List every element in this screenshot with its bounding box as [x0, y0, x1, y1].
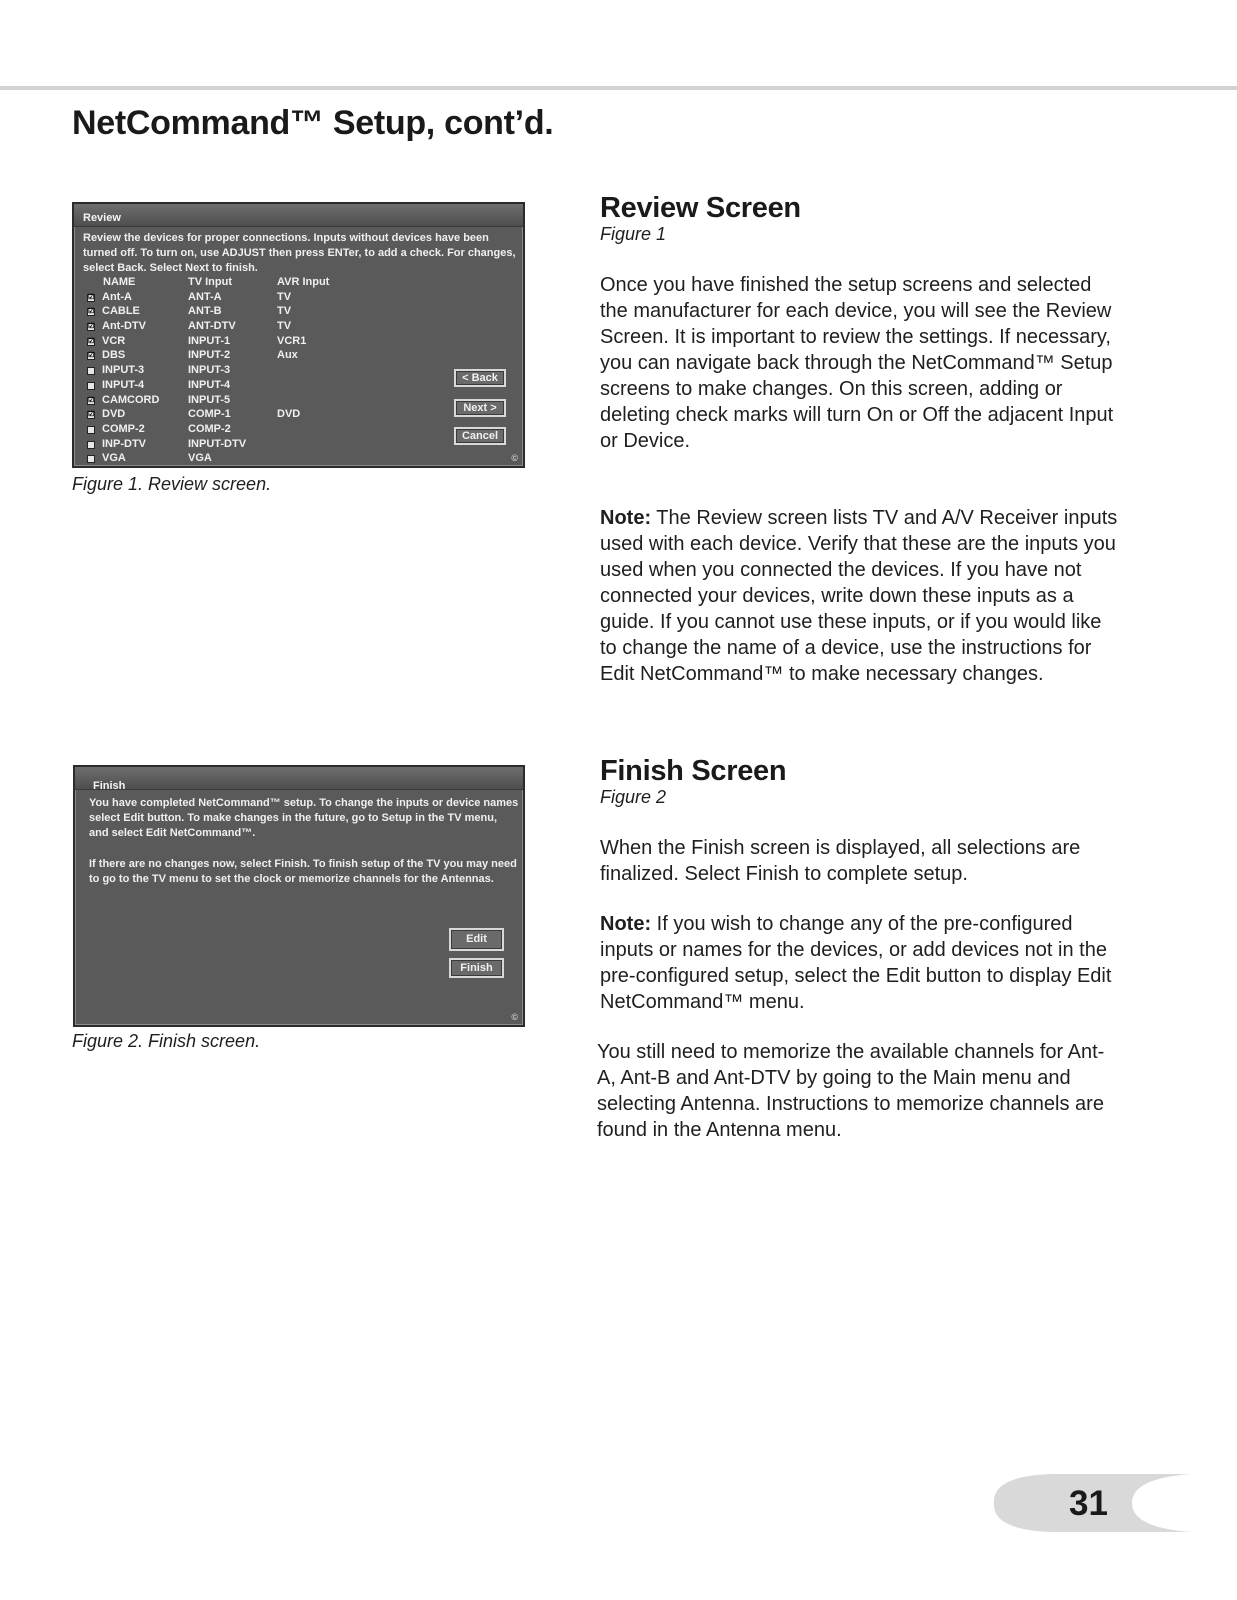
- avr-input: TV: [277, 290, 292, 303]
- screen-title: Review: [83, 212, 121, 224]
- finish-note: [600, 911, 1120, 1015]
- tv-input: ANT-DTV: [188, 320, 236, 333]
- finish-screen-figure: [73, 765, 525, 1027]
- tv-input: INPUT-3: [188, 364, 231, 377]
- device-name: INPUT-3: [102, 364, 145, 377]
- avr-input: Aux: [277, 349, 298, 362]
- review-instructions: Review the devices for proper connections. Inputs without devices have been turned off. To turn on, use ADJUST then press ENTer, to add a check. For changes, select Back. Select Next to finish.: [83, 232, 516, 274]
- review-screen-section: [600, 192, 1130, 685]
- figure-reference: Figure 1: [600, 224, 667, 244]
- memorize-channels-paragraph: You still need to memorize the available channels for Ant-A, Ant-B and Ant-DTV by going to the Main menu and selecting Antenna. Instructions to memorize channels are found in the Antenna menu.: [597, 1041, 1105, 1141]
- tv-input: ANT-A: [188, 290, 222, 303]
- screen-title-bar: [74, 204, 523, 227]
- avr-input: DVD: [277, 408, 301, 421]
- checkbox[interactable]: ☑: [88, 411, 95, 419]
- device-name: INPUT-4: [102, 378, 145, 391]
- device-name: INP-DTV: [102, 437, 146, 450]
- finish-paragraph: When the Finish screen is displayed, all selections are finalized. Select Finish to complete setup.: [600, 837, 1081, 885]
- page-title: NetCommand™ Setup, cont’d.: [72, 104, 554, 142]
- figure2-caption: Figure 2. Finish screen.: [72, 1031, 261, 1051]
- checkbox[interactable]: [87, 426, 95, 434]
- checkbox[interactable]: ☑: [88, 337, 95, 345]
- figure1-caption: Figure 1. Review screen.: [72, 474, 272, 494]
- tv-input: ANT-B: [188, 305, 222, 318]
- column-header-avr-input: AVR Input: [277, 276, 330, 288]
- avr-input: TV: [277, 305, 292, 318]
- column-header-name: NAME: [103, 276, 136, 288]
- tv-input: VGA: [188, 452, 212, 465]
- device-name: CABLE: [102, 305, 140, 318]
- tv-input: INPUT-DTV: [188, 437, 247, 450]
- column-header-tv-input: TV Input: [188, 276, 232, 288]
- checkbox[interactable]: [87, 441, 95, 449]
- device-name: DVD: [102, 408, 126, 421]
- device-name: COMP-2: [102, 422, 145, 435]
- note-text: If you wish to change any of the pre-configured inputs or names for the devices, or add devices not in the pre-configured setup, select the Edit button to display Edit NetCommand™ menu.: [600, 913, 1112, 1013]
- checkbox[interactable]: ☑: [88, 293, 95, 301]
- note-label: Note:: [600, 507, 652, 529]
- cancel-button[interactable]: Cancel: [454, 427, 506, 445]
- review-note: [600, 505, 1120, 687]
- edit-button[interactable]: Edit: [449, 928, 504, 951]
- review-paragraph: Once you have finished the setup screens and selected the manufacturer for each device, you will see the Review Screen. It is important to review the settings. If necessary, you can navigate back through the NetCommand™ Setup screens to make changes. On this screen, adding or deleting check marks will turn On or Off the adjacent Input or Device.: [600, 274, 1114, 452]
- copyright-icon: ©: [511, 1012, 518, 1022]
- device-name: VGA: [102, 452, 126, 465]
- section-heading: Finish Screen: [600, 755, 787, 787]
- finish-paragraph-2: If there are no changes now, select Finish. To finish setup of the TV you may need to go to the TV menu to set the clock or memorize channels for the Antennas.: [89, 858, 517, 885]
- section-heading: Review Screen: [600, 192, 801, 224]
- tv-input: COMP-2: [188, 422, 231, 435]
- checkbox[interactable]: ☑: [88, 308, 95, 316]
- copyright-icon: ©: [511, 453, 518, 463]
- checkbox[interactable]: ☑: [88, 323, 95, 331]
- tv-input: INPUT-1: [188, 334, 231, 347]
- device-name: VCR: [102, 334, 126, 347]
- review-screen-figure: [72, 202, 525, 468]
- avr-input: VCR1: [277, 334, 307, 347]
- tv-input: COMP-1: [188, 408, 231, 421]
- screen-title: Finish: [93, 780, 126, 792]
- finish-button[interactable]: Finish: [449, 958, 504, 978]
- finish-screen-section: [597, 755, 1130, 1141]
- page-number: 31: [1069, 1484, 1108, 1523]
- screen-title-bar: [75, 767, 523, 790]
- checkbox[interactable]: [87, 382, 95, 390]
- avr-input: TV: [277, 320, 292, 333]
- header-rule: [0, 86, 1237, 90]
- tv-input: INPUT-4: [188, 378, 231, 391]
- checkbox[interactable]: ☑: [88, 396, 95, 404]
- checkbox[interactable]: [87, 367, 95, 375]
- next-button[interactable]: Next >: [454, 399, 506, 417]
- device-name: Ant-DTV: [102, 320, 146, 333]
- device-name: CAMCORD: [102, 393, 160, 406]
- note-label: Note:: [600, 913, 652, 935]
- figure-reference: Figure 2: [600, 787, 667, 807]
- device-name: Ant-A: [102, 290, 132, 303]
- checkbox[interactable]: [87, 455, 95, 463]
- finish-paragraph-1: You have completed NetCommand™ setup. To change the inputs or device names select Edit button. To make changes in the future, go to Setup in the TV menu, and select Edit NetCommand™.: [89, 797, 519, 839]
- device-name: DBS: [102, 349, 126, 362]
- back-button[interactable]: < Back: [454, 369, 506, 387]
- note-text: The Review screen lists TV and A/V Receiver inputs used with each device. Verify that these are the inputs you used when you connected the devices. If you have not connected your devices, write down these inputs as a guide. If you cannot use these inputs, or if you would like to change the name of a device, use the instructions for Edit NetCommand™ to make necessary changes.: [600, 507, 1118, 685]
- tv-input: INPUT-5: [188, 393, 231, 406]
- checkbox[interactable]: ☑: [88, 352, 95, 360]
- tv-input: INPUT-2: [188, 349, 231, 362]
